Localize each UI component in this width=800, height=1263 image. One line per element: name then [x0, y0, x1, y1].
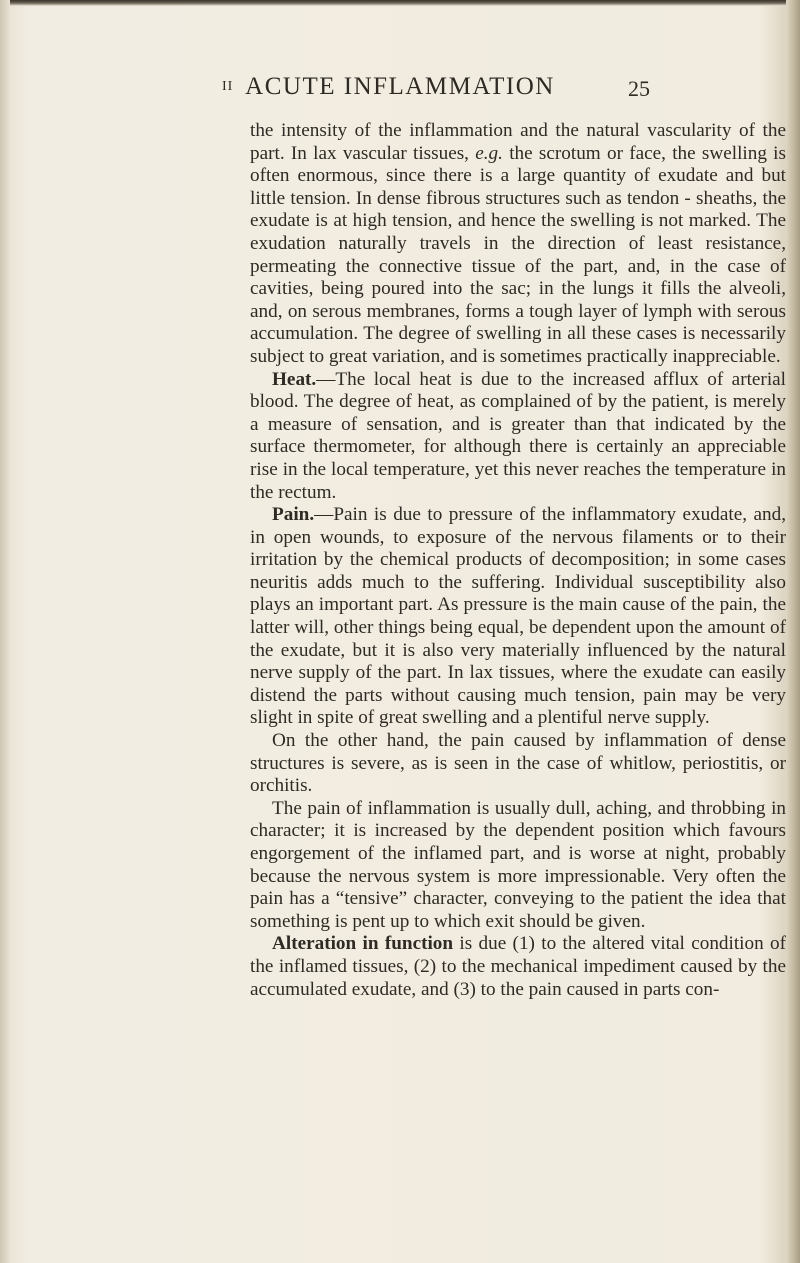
text-run: On the other hand, the pain caused by inflammation of dense structures is severe, as is seen in the case of whitlow, periostitis, or orchitis. — [250, 730, 786, 797]
text-run: —The local heat is due to the increased afflux of arterial blood. The degree of heat, as complained of by the patient, is merely a measure of sensation, and is greater than that indicated by the surface thermometer, for although there is certainly an appreciable rise in the local temperature, yet this never reaches the temperature in the rectum. — [250, 368, 786, 503]
page-number: 25 — [628, 76, 650, 101]
paragraph-pain-character — [250, 798, 786, 934]
text-run: —Pain is due to pressure of the inflammatory exudate, and, in open wounds, to exposure of the nervous filaments or to their irritation by the chemical products of decomposition; in some cases neuritis adds much to the suffering. Individual susceptibility also plays an important part. As pressure is the main cause of the pain, the latter will, other things being equal, be dependent upon the amount of the exudate, but it is also very materially influenced by the natural nerve supply of the part. In lax tissues, where the exudate can easily distend the parts without causing much tension, pain may be very slight in spite of great swelling and a plentiful nerve supply. — [250, 504, 786, 729]
paragraph-heat — [250, 369, 786, 505]
chapter-number: II — [222, 79, 234, 94]
heading-pain: Pain. — [272, 504, 315, 526]
running-title: ACUTE INFLAMMATION — [245, 73, 555, 100]
text-run: The pain of inflammation is usually dull, aching, and throbbing in character; it is increased by the dependent position which favours engorgement of the inflamed part, and is worse at night, probably because the nervous system is more impressionable. Very often the pain has a “tensive” character, conveying to the patient the idea that something is pent up to which exit should be given. — [250, 797, 786, 932]
heading-alteration-in-function: Alteration in function — [272, 933, 454, 955]
page-gutter — [0, 0, 10, 1263]
text-run: the intensity of the inflammation and the natural vascularity of the part. In lax vascular tissues, — [250, 120, 786, 164]
paragraph-alteration-in-function — [250, 933, 786, 1001]
text-run: is due (1) to the altered vital condition of the inflamed tissues, (2) to the mechanical impediment caused by the accumulated exudate, and (3) to the pain caused in parts con- — [250, 933, 786, 1000]
page-fore-edge — [786, 0, 800, 1263]
paragraph-swelling-continued — [250, 120, 786, 369]
paragraph-dense-structures — [250, 730, 786, 798]
heading-heat: Heat. — [272, 368, 317, 390]
body-text — [250, 120, 786, 1001]
paragraph-pain — [250, 504, 786, 730]
abbreviation-eg: e.g. — [475, 142, 503, 164]
text-run: the scrotum or face, the swelling is often enormous, since there is a large quantity of exudate and but little tension. In dense fibrous structures such as tendon - sheaths, the exudate is at high tension, and hence the swelling is not marked. The exudation naturally travels in the direction of least resistance, permeating the connective tissue of the part, and, in the case of cavities, being poured into the sac; in the lungs it fills the alveoli, and, on serous membranes, forms a tough layer of lymph with serous accumulation. The degree of swelling in all these cases is necessarily subject to great variation, and is sometimes practically inappreciable. — [250, 142, 786, 367]
running-head — [0, 0, 800, 110]
